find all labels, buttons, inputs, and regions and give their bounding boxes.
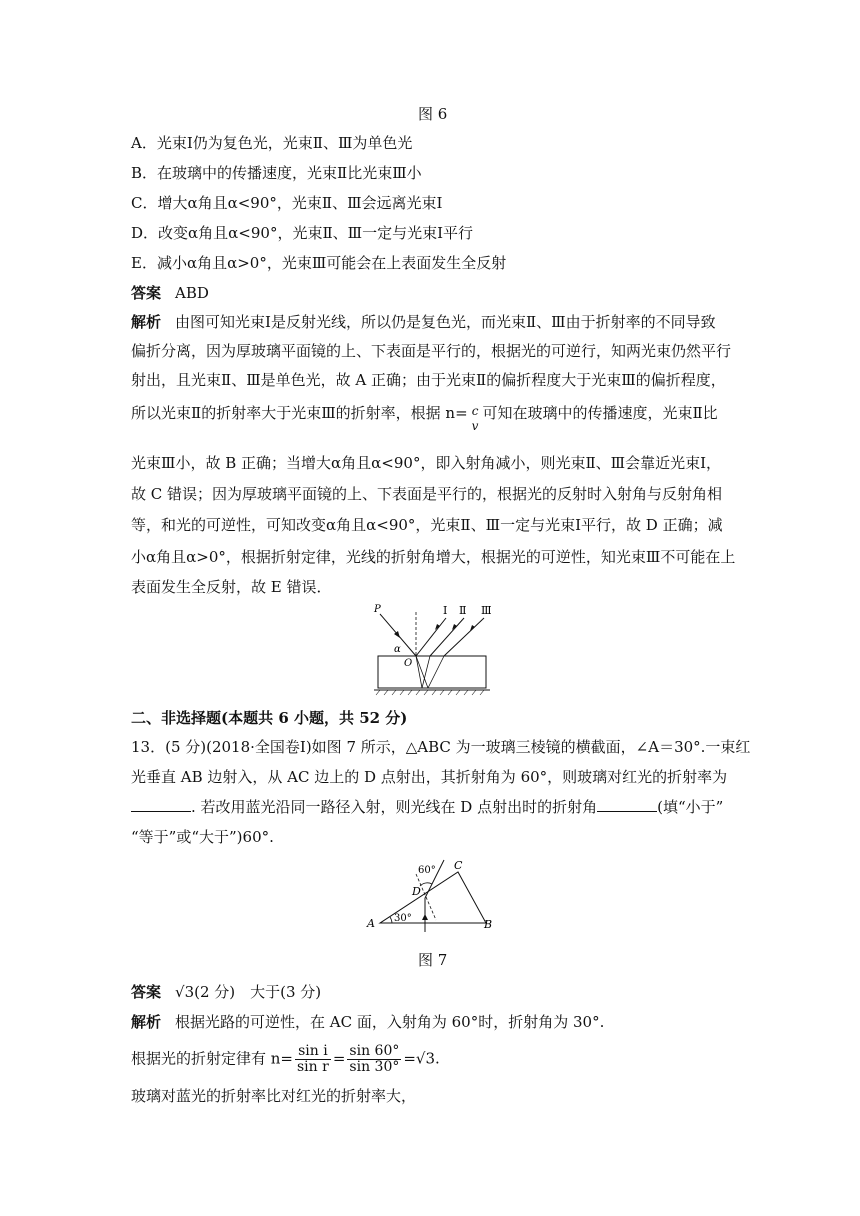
q12-analysis-line-5: 光束Ⅲ小，故 B 正确；当增大α角且α<90°，即入射角减小，则光束Ⅱ、Ⅲ会靠近光束Ⅰ， [131, 454, 722, 472]
beam-1-ray [416, 618, 446, 656]
q12-analysis-line-7: 等，和光的可逆性，可知改变α角且α<90°，光束Ⅱ、Ⅲ一定与光束Ⅰ平行，故 D 正确；减 [131, 516, 723, 534]
option-e: E．减小α角且α>0°，光束Ⅲ可能会在上表面发生全反射 [131, 254, 507, 272]
glass-plate [378, 656, 486, 688]
label-beam-3: Ⅲ [481, 604, 492, 617]
answer-value-13: √3(2 分) 大于(3 分) [175, 983, 322, 1001]
q13-line-4: “等于”或“大于”)60°. [131, 828, 274, 846]
option-a: A．光束Ⅰ仍为复色光，光束Ⅱ、Ⅲ为单色光 [131, 134, 413, 152]
fraction-sin60-over-sin30: $\frac{\sin 60^\circ}{\sin 30^\circ}$ [349, 1043, 400, 1075]
q12-analysis-line-9: 表面发生全反射，故 E 错误． [131, 578, 332, 596]
beam-3-ray [444, 618, 484, 656]
label-beam-1: Ⅰ [443, 604, 448, 617]
figure-6-caption: 图 6 [418, 105, 448, 123]
label-d: D [412, 885, 421, 898]
answer-label: 答案 [131, 284, 162, 302]
label-60-degrees: 60° [418, 865, 436, 876]
analysis-label: 解析 [131, 313, 162, 331]
mirror-hatching [376, 690, 484, 695]
q12-analysis-line-3: 射出，且光束Ⅱ、Ⅲ是单色光，故 A 正确；由于光束Ⅱ的偏折程度大于光束Ⅲ的偏折程度， [131, 371, 726, 389]
label-alpha: α [394, 644, 401, 655]
analysis-label-13: 解析 [131, 1013, 162, 1031]
section-title: 二、非选择题(本题共 6 小题，共 52 分) [131, 709, 408, 727]
option-d: D．改变α角且α<90°，光束Ⅱ、Ⅲ一定与光束Ⅰ平行 [131, 224, 474, 242]
q13-line-3: . 若改用蓝光沿同一路径入射，则光线在 D 点射出时的折射角 (填“小于” [131, 797, 723, 817]
q13-line-2: 光垂直 AB 边射入，从 AC 边上的 D 点射出，其折射角为 60°，则玻璃对红光的折射率为 [131, 768, 728, 786]
label-beam-2: Ⅱ [459, 604, 467, 617]
beam-2-ray [430, 618, 464, 656]
answer-value: ABD [175, 284, 209, 302]
option-c: C．增大α角且α<90°，光束Ⅱ、Ⅲ会远离光束Ⅰ [131, 194, 443, 212]
figure-7-diagram [362, 856, 498, 934]
q12-analysis-line-6: 故 C 错误；因为厚玻璃平面镜的上、下表面是平行的，根据光的反射时入射角与反射角相 [131, 485, 723, 503]
q12-answer [131, 283, 209, 303]
answer-blank-1[interactable] [131, 797, 191, 812]
incident-arrow-7 [422, 914, 428, 920]
internal-ray-3 [428, 656, 444, 688]
beam-3-arrow [470, 625, 475, 631]
q12-analysis-line-2: 偏折分离，因为厚玻璃平面镜的上、下表面是平行的，根据光的可逆行，知两光束仍然平行 [131, 342, 732, 360]
q12-analysis-line-8: 小α角且α>0°，根据折射定律，光线的折射角增大，根据光的可逆性，知光束Ⅲ不可能在上 [131, 548, 736, 566]
q13-answer [131, 982, 321, 1002]
figure-7-caption: 图 7 [418, 951, 448, 969]
fraction-c-over-v: c v [471, 404, 479, 433]
angle-arc-60 [420, 883, 432, 886]
q13-refraction-law: 根据光的折射定律有 n= $\frac{\text{sin i}}{\text{sin r}}$ = $\frac{\sin 60^\circ}{\sin 30^\circ}$ =√3. [131, 1043, 440, 1075]
refracted-ray-2 [416, 656, 422, 688]
label-o: O [404, 658, 413, 669]
option-b: B．在玻璃中的传播速度，光束Ⅱ比光束Ⅲ小 [131, 164, 422, 182]
angle-arc-30 [390, 917, 392, 923]
q12-analysis-line-1: 解析 由图可知光束Ⅰ是反射光线，所以仍是复色光，而光束Ⅱ、Ⅲ由于折射率的不同导致 [131, 313, 716, 331]
figure-6-diagram [360, 600, 500, 696]
q13-line-1: 13．(5 分)(2018·全国卷Ⅰ)如图 7 所示，△ABC 为一玻璃三棱镜的横截面，∠A＝30°.一束红 [131, 738, 751, 756]
label-b: B [484, 918, 493, 931]
q12-analysis-line-4: 所以光束Ⅱ的折射率大于光束Ⅲ的折射率，根据 n= c v 可知在玻璃中的传播速度，光束Ⅱ比 [131, 404, 718, 433]
label-30-degrees: 30° [394, 913, 412, 924]
answer-label-13: 答案 [131, 983, 162, 1001]
answer-blank-2[interactable] [597, 797, 657, 812]
label-c: C [454, 859, 463, 872]
label-a: A [367, 917, 375, 930]
fraction-sin-i-over-sin-r: $\frac{\text{sin i}}{\text{sin r}}$ [297, 1043, 329, 1075]
q13-last-line: 玻璃对蓝光的折射率比对红光的折射率大， [131, 1087, 417, 1105]
label-p: P [374, 604, 381, 615]
q13-analysis-line-1: 解析 根据光路的可逆性，在 AC 面，入射角为 60°时，折射角为 30°. [131, 1013, 605, 1031]
